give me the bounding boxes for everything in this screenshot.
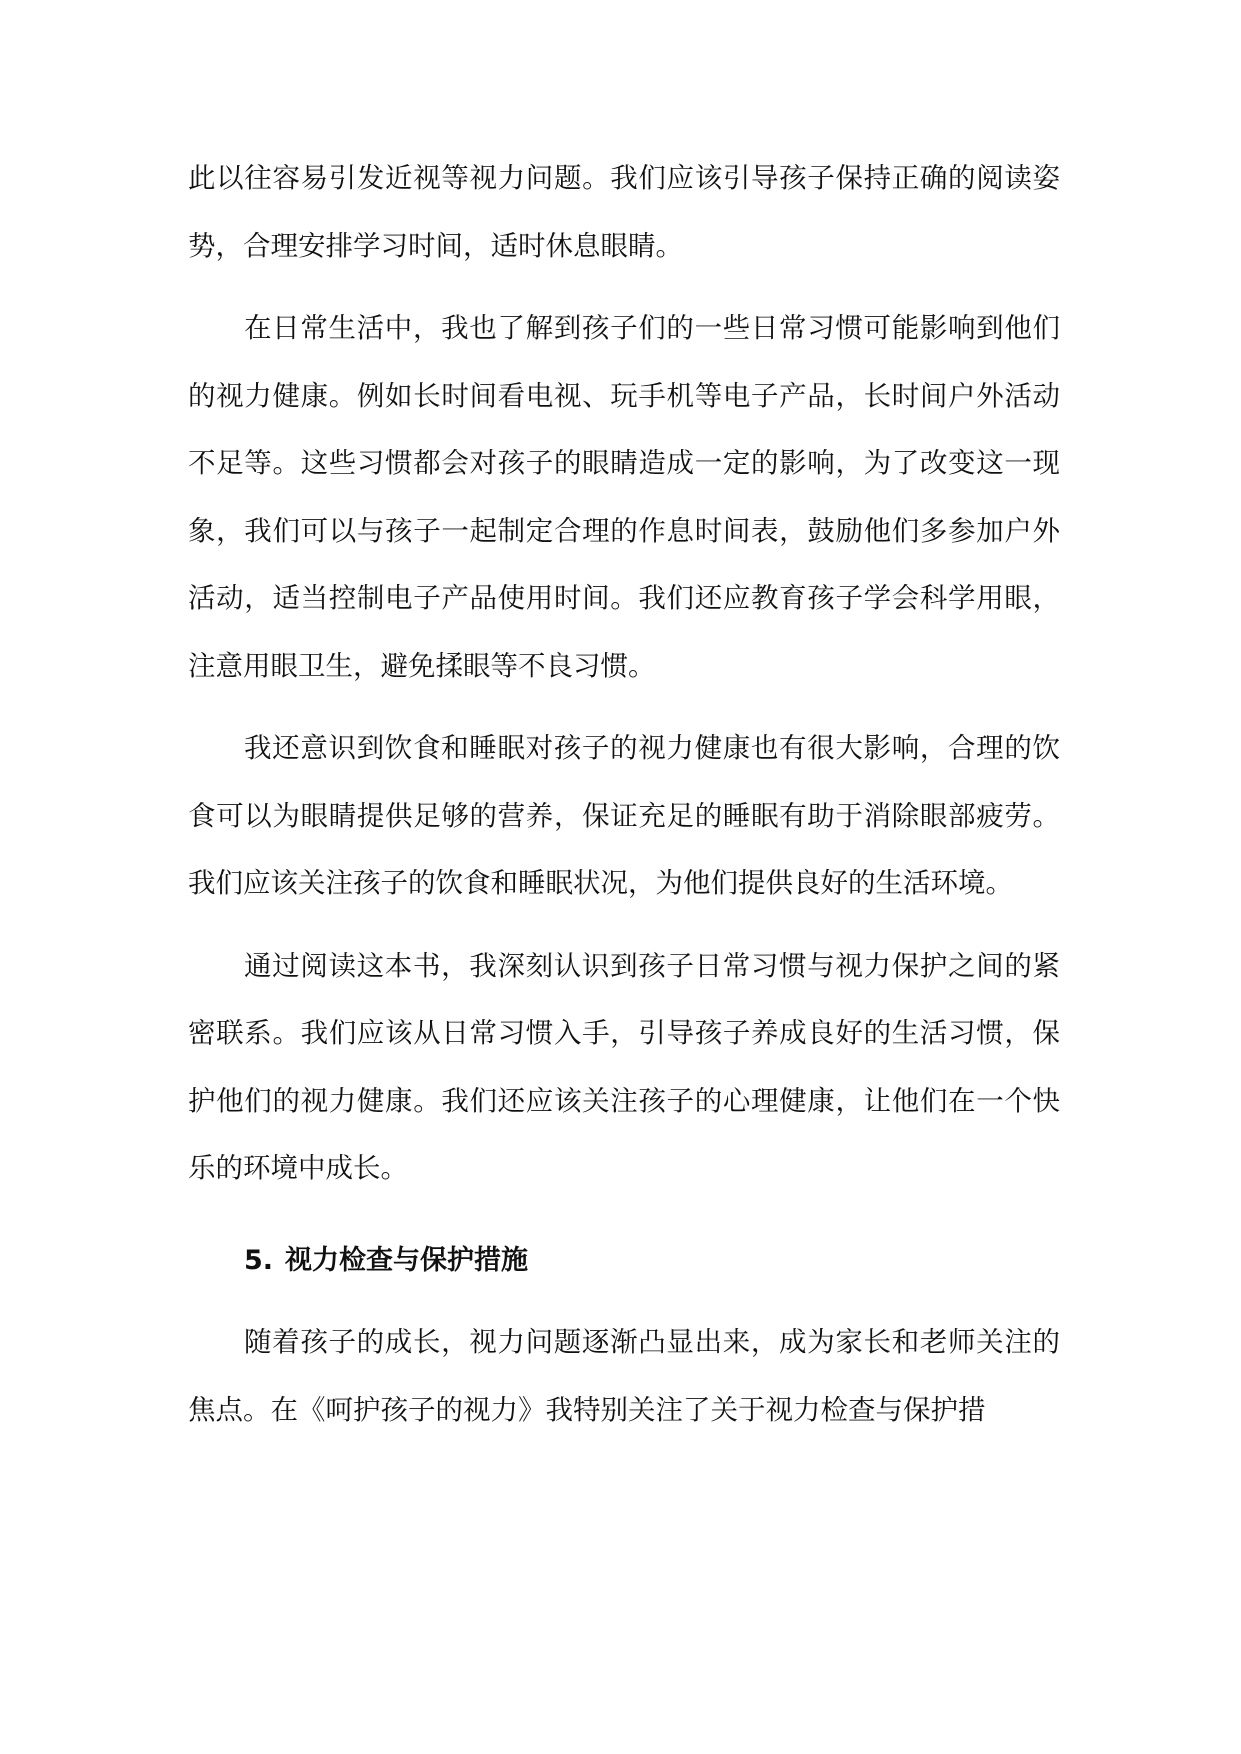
paragraph-conclusion: 通过阅读这本书，我深刻认识到孩子日常习惯与视力保护之间的紧密联系。我们应该从日常习惯入手，引导孩子养成良好的生活习惯，保护他们的视力健康。我们还应该关注孩子的心理健康，让他们在一个快乐的环境中成长。 — [188, 949, 1060, 1184]
section-heading — [188, 1227, 1060, 1295]
section-number: 5. — [244, 1244, 274, 1276]
document-page — [188, 145, 1060, 1459]
section-title: 视力检查与保护措施 — [285, 1244, 529, 1276]
paragraph-section-intro: 随着孩子的成长，视力问题逐渐凸显出来，成为家长和老师关注的焦点。在《呵护孩子的视力》我特别关注了关于视力检查与保护措 — [188, 1326, 1060, 1426]
paragraph-diet-sleep: 我还意识到饮食和睡眠对孩子的视力健康也有很大影响，合理的饮食可以为眼睛提供足够的营养，保证充足的睡眠有助于消除眼部疲劳。我们应该关注孩子的饮食和睡眠状况，为他们提供良好的生活环境。 — [188, 732, 1060, 899]
paragraph-continued: 此以往容易引发近视等视力问题。我们应该引导孩子保持正确的阅读姿势，合理安排学习时间，适时休息眼睛。 — [188, 162, 1060, 262]
paragraph-daily-habits: 在日常生活中，我也了解到孩子们的一些日常习惯可能影响到他们的视力健康。例如长时间看电视、玩手机等电子产品，长时间户外活动不足等。这些习惯都会对孩子的眼睛造成一定的影响，为了改变这一现象，我们可以与孩子一起制定合理的作息时间表，鼓励他们多参加户外活动，适当控制电子产品使用时间。我们还应教育孩子学会科学用眼，注意用眼卫生，避免揉眼等不良习惯。 — [188, 312, 1060, 682]
